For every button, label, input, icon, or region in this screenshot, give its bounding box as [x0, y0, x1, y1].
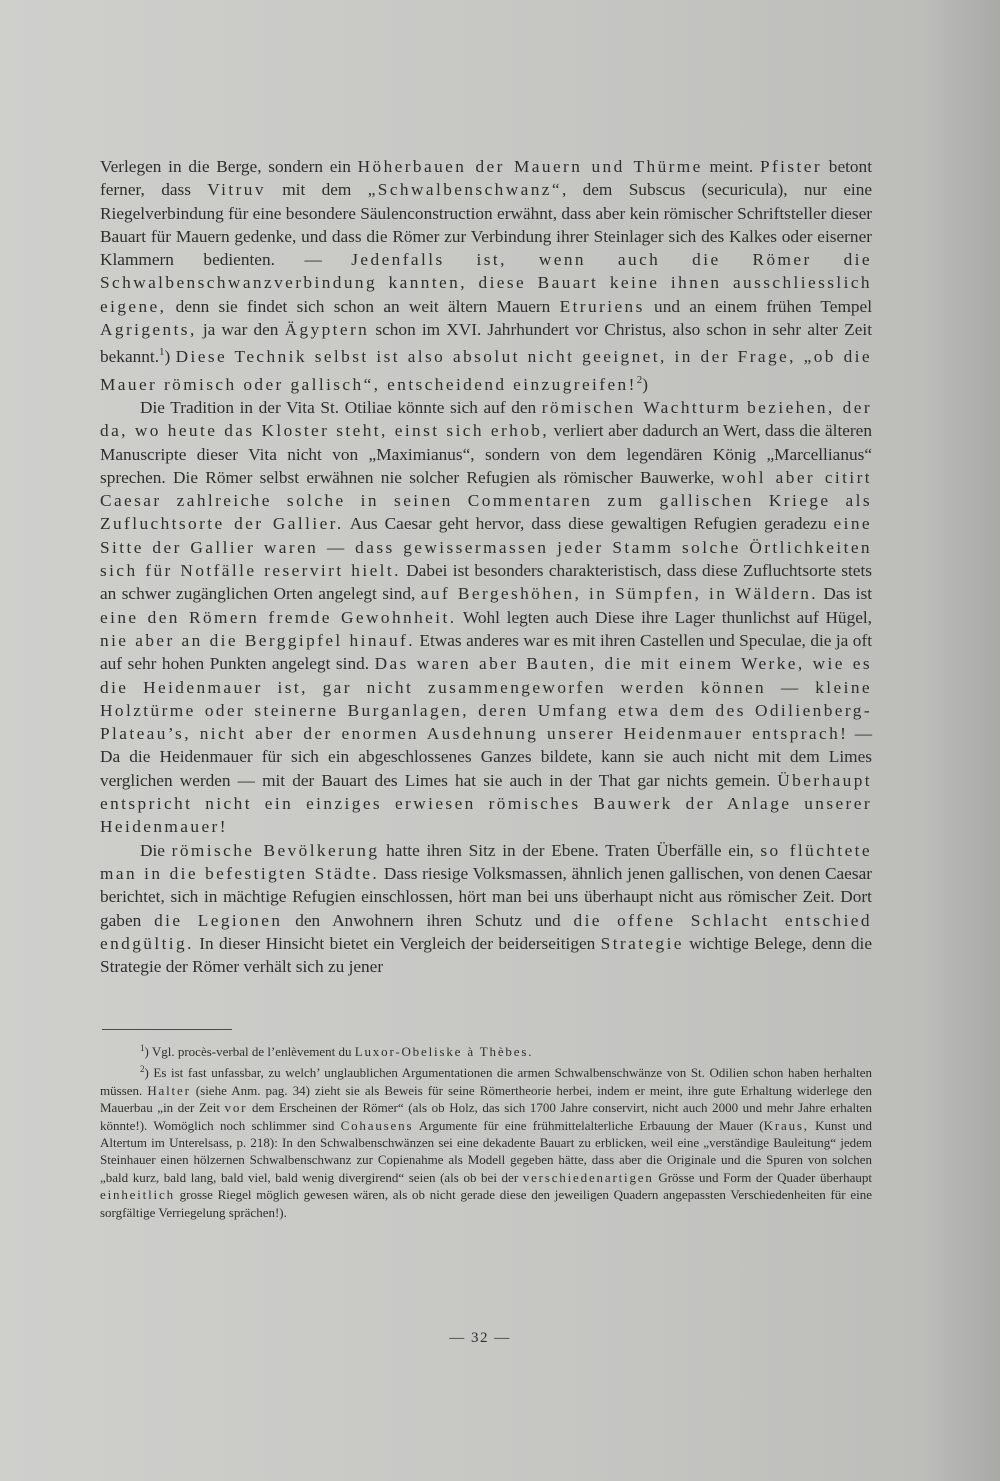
paragraph-1: Verlegen in die Berge, sondern ein Höherbauen der Mauern und Thürme meint. Pfister betont ferner, dass Vitruv mit dem „Schwalbenschwanz“, dem Subscus (securicula), nur eine Riegelverbindung für eine besondere Säulenconstruction erwähnt, dass aber kein römischer Schriftsteller dieser Bauart für Mauern gedenke, und dass die Römer zur Verbindung ihrer Steinlager sich des Kalkes oder eiserner Klammern bedienten. — Jedenfalls ist, wenn auch die Römer die Schwalbenschwanzverbindung kannten, diese Bauart keine ihnen ausschliesslich eigene, denn sie findet sich schon an weit ältern Mauern Etruriens und an einem frühen Tempel Agrigents, ja war den Ägyptern schon im XVI. Jahrhundert vor Christus, also schon in sehr alter Zeit bekannt.$^1$) Diese Technik selbst ist also absolut nicht geeignet, in der Frage, „ob die Mauer römisch oder gallisch“, entscheidend einzugreifen!$^2$) [100, 157, 873, 394]
footnote-2: $^2$) Es ist fast unfassbar, zu welch’ unglaublichen Argumentationen die armen Schwalbenschwänze von St. Odilien schon haben herhalten müssen. Halter (siehe Anm. pag. 34) zieht sie als Beweis für seine Römertheorie herbei, indem er meint, ihre gute Erhaltung widerlege den Mauerbau „in der Zeit vor dem Erscheinen der Römer“ (als ob Holz, das sich 1700 Jahre conservirt, nicht auch 2000 und mehr Jahre erhalten könnte!). Womöglich noch schlimmer sind Cohausens Argumente für eine frühmittelalterliche Erbauung der Mauer (Kraus, Kunst und Altertum im Unterelsass, p. 218): In den Schwalbenschwänzen sei eine dekadente Bauart zu erblicken, weil eine „verständige Bauleitung“ jedem Steinhauer einen hölzernen Schwalbenschwanz zur Copienahme als Modell gegeben hätte, dass aber die Originale und die Spuren von solchen „bald kurz, bald lang, bald viel, bald wenig divergirend“ seien (als ob bei der verschiedenartigen Grösse und Form der Quader überhaupt einheitlich grosse Riegel möglich gewesen wären, als ob nicht gerade diese den jeweiligen Quadern angepassten Verschiedenheiten für eine sorgfältige Verriegelung sprächen!). [100, 1064, 872, 1220]
main-text [100, 155, 872, 978]
footnotes [100, 1040, 872, 1222]
footnote-divider [102, 1029, 232, 1030]
footnote-1: $^1$) Vgl. procès-verbal de l’enlèvement du Luxor-Obeliske à Thèbes. [140, 1043, 534, 1059]
footnote-ref-1: 1 [159, 346, 165, 359]
paragraph-2: Die Tradition in der Vita St. Otiliae könnte sich auf den römischen Wachtturm beziehen, der da, wo heute das Kloster steht, einst sich erhob, verliert aber dadurch an Wert, dass die älteren Manuscripte dieser Vita nicht von „Maximianus“, sondern von dem legendären König „Marcellianus“ sprechen. Die Römer selbst erwähnen nie solcher Refugien als römischer Bauwerke, wohl aber citirt Caesar zahlreiche solche in seinen Commentaren zum gallischen Kriege als Zufluchtsorte der Gallier. Aus Caesar geht hervor, dass diese gewaltigen Refugien geradezu eine Sitte der Gallier waren — dass gewissermassen jeder Stamm solche Örtlichkeiten sich für Notfälle reservirt hielt. Dabei ist besonders charakteristisch, dass diese Zufluchtsorte stets an schwer zugänglichen Orten angelegt sind, auf Bergeshöhen, in Sümpfen, in Wäldern. Das ist eine den Römern fremde Gewohnheit. Wohl legten auch Diese ihre Lager thunlichst auf Hügel, nie aber an die Berggipfel hinauf. Etwas anderes war es mit ihren Castellen und Speculae, die ja oft auf sehr hohen Punkten angelegt sind. Das waren aber Bauten, die mit einem Werke, wie es die Heidenmauer ist, gar nicht zusammengeworfen werden können — kleine Holztürme oder steinerne Burganlagen, deren Umfang etwa dem des Odilienberg-Plateau’s, nicht aber der enormen Ausdehnung unserer Heidenmauer entsprach! — Da die Heidenmauer für sich ein abgeschlossenes Ganzes bildete, kann sie auch nicht mit dem Limes verglichen werden — mit der Bauart des Limes hat sie auch in der That gar nichts gemein. Überhaupt entspricht nicht ein einziges erwiesen römisches Bauwerk der Anlage unserer Heidenmauer! [100, 397, 873, 837]
footnote-ref-2: 2 [636, 373, 643, 386]
page-number: — 32 — [449, 1330, 511, 1346]
paragraph-3: Die römische Bevölkerung hatte ihren Sitz in der Ebene. Traten Überfälle ein, so flüchtete man in die befestigten Städte. Dass riesige Volksmassen, ähnlich jenen gallischen, von denen Caesar berichtet, sich in mächtige Refugien einschlossen, hört man bei uns überhaupt nicht aus römischer Zeit. Dort gaben die Legionen den Anwohnern ihren Schutz und die offene Schlacht entschied endgültig. In dieser Hinsicht bietet ein Vergleich der beiderseitigen Strategie wichtige Belege, denn die Strategie der Römer verhält sich zu jener [100, 840, 872, 977]
